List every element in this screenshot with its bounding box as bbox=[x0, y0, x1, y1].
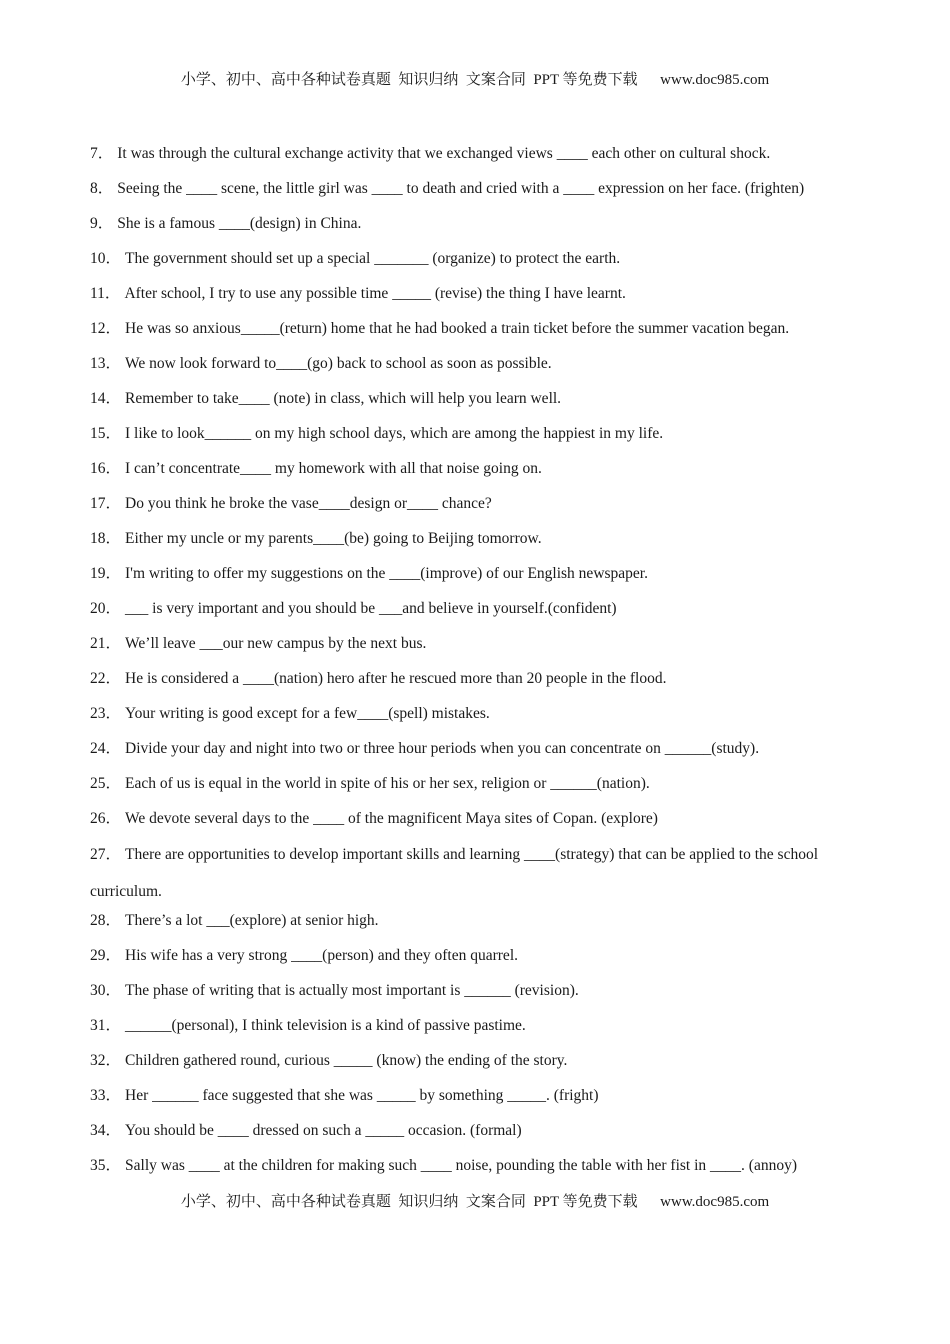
question-item bbox=[90, 1050, 880, 1085]
page-header: 小学、初中、高中各种试卷真题 知识归纳 文案合同 PPT 等免费下载 www.doc985.com bbox=[180, 72, 770, 88]
question-number: 24． bbox=[90, 740, 122, 757]
question-text: I can’t concentrate____ my homework with all that noise going on. bbox=[125, 460, 542, 477]
question-item bbox=[90, 738, 880, 773]
question-item bbox=[90, 1120, 880, 1155]
question-text: Your writing is good except for a few____(spell) mistakes. bbox=[125, 705, 490, 722]
question-number: 23． bbox=[90, 705, 122, 722]
question-text: After school, I try to use any possible time _____ (revise) the thing I have learnt. bbox=[124, 285, 626, 302]
question-text: Her ______ face suggested that she was _____ by something _____. (fright) bbox=[125, 1087, 599, 1104]
question-text: You should be ____ dressed on such a _____ occasion. (formal) bbox=[125, 1122, 522, 1139]
question-number: 21． bbox=[90, 635, 122, 652]
question-number: 35． bbox=[90, 1157, 122, 1174]
question-number: 10． bbox=[90, 250, 122, 267]
question-item bbox=[90, 563, 880, 598]
question-number: 17． bbox=[90, 495, 122, 512]
question-text: Do you think he broke the vase____design or____ chance? bbox=[125, 495, 492, 512]
question-item bbox=[90, 836, 880, 910]
question-number: 25． bbox=[90, 775, 122, 792]
question-text: We now look forward to____(go) back to school as soon as possible. bbox=[125, 355, 552, 372]
question-text: I like to look______ on my high school days, which are among the happiest in my life. bbox=[125, 425, 664, 442]
question-item bbox=[90, 318, 880, 353]
question-text: Sally was ____ at the children for making such ____ noise, pounding the table with her fist in ____. (annoy) bbox=[125, 1157, 797, 1174]
question-number: 28． bbox=[90, 912, 122, 929]
question-item bbox=[90, 353, 880, 388]
question-text: Either my uncle or my parents____(be) going to Beijing tomorrow. bbox=[125, 530, 542, 547]
question-text: He was so anxious_____(return) home that he had booked a train ticket before the summer vacation began. bbox=[125, 320, 790, 337]
question-number: 18． bbox=[90, 530, 122, 547]
question-item bbox=[90, 143, 880, 178]
question-number: 8． bbox=[90, 180, 114, 197]
question-number: 34． bbox=[90, 1122, 122, 1139]
question-item bbox=[90, 633, 880, 668]
question-item bbox=[90, 1085, 880, 1120]
question-number: 30． bbox=[90, 982, 122, 999]
question-text: The phase of writing that is actually most important is ______ (revision). bbox=[125, 982, 579, 999]
question-item bbox=[90, 703, 880, 738]
question-text: We devote several days to the ____ of the magnificent Maya sites of Copan. (explore) bbox=[125, 810, 658, 827]
question-number: 9． bbox=[90, 215, 114, 232]
question-number: 33． bbox=[90, 1087, 122, 1104]
question-text: Children gathered round, curious _____ (know) the ending of the story. bbox=[125, 1052, 568, 1069]
question-text: ___ is very important and you should be ___and believe in yourself.(confident) bbox=[125, 600, 617, 617]
question-item bbox=[90, 388, 880, 423]
question-item bbox=[90, 248, 880, 283]
question-text: He is considered a ____(nation) hero after he rescued more than 20 people in the flood. bbox=[125, 670, 667, 687]
question-item bbox=[90, 458, 880, 493]
question-text: Each of us is equal in the world in spite of his or her sex, religion or ______(nation). bbox=[125, 775, 650, 792]
question-number: 29． bbox=[90, 947, 122, 964]
question-text: Divide your day and night into two or three hour periods when you can concentrate on ______(study). bbox=[125, 740, 760, 757]
question-number: 11． bbox=[90, 285, 121, 302]
question-item bbox=[90, 598, 880, 633]
question-item bbox=[90, 1015, 880, 1050]
page-footer: 小学、初中、高中各种试卷真题 知识归纳 文案合同 PPT 等免费下载 www.doc985.com bbox=[180, 1194, 770, 1210]
question-text: She is a famous ____(design) in China. bbox=[117, 215, 362, 232]
question-number: 22． bbox=[90, 670, 122, 687]
question-number: 19． bbox=[90, 565, 122, 582]
question-text: There are opportunities to develop important skills and learning ____(strategy) that can be applied to the school curriculum. bbox=[90, 846, 819, 900]
question-text: ______(personal), I think television is a kind of passive pastime. bbox=[125, 1017, 526, 1034]
question-item bbox=[90, 668, 880, 703]
question-number: 32． bbox=[90, 1052, 122, 1069]
question-item bbox=[90, 945, 880, 980]
question-item bbox=[90, 283, 880, 318]
question-number: 14． bbox=[90, 390, 122, 407]
question-number: 16． bbox=[90, 460, 122, 477]
question-item bbox=[90, 213, 880, 248]
question-list bbox=[90, 143, 880, 1190]
question-item bbox=[90, 493, 880, 528]
question-number: 31． bbox=[90, 1017, 122, 1034]
question-text: The government should set up a special _______ (organize) to protect the earth. bbox=[125, 250, 621, 267]
question-text: It was through the cultural exchange activity that we exchanged views ____ each other on cultural shock. bbox=[117, 145, 771, 162]
question-text: Seeing the ____ scene, the little girl was ____ to death and cried with a ____ expression on her face. (frighten) bbox=[117, 180, 805, 197]
question-item bbox=[90, 178, 880, 213]
question-text: Remember to take____ (note) in class, which will help you learn well. bbox=[125, 390, 562, 407]
question-item bbox=[90, 528, 880, 563]
question-text: I'm writing to offer my suggestions on the ____(improve) of our English newspaper. bbox=[125, 565, 648, 582]
question-text: We’ll leave ___our new campus by the next bus. bbox=[125, 635, 427, 652]
question-text: His wife has a very strong ____(person) and they often quarrel. bbox=[125, 947, 518, 964]
question-item bbox=[90, 773, 880, 808]
question-number: 12． bbox=[90, 320, 122, 337]
question-number: 13． bbox=[90, 355, 122, 372]
question-item bbox=[90, 910, 880, 945]
question-number: 15． bbox=[90, 425, 122, 442]
question-item bbox=[90, 423, 880, 458]
question-item bbox=[90, 980, 880, 1015]
question-number: 20． bbox=[90, 600, 122, 617]
question-number: 7． bbox=[90, 145, 114, 162]
question-number: 27． bbox=[90, 846, 122, 863]
question-item bbox=[90, 1155, 880, 1190]
question-number: 26． bbox=[90, 810, 122, 827]
question-text: There’s a lot ___(explore) at senior high. bbox=[125, 912, 379, 929]
